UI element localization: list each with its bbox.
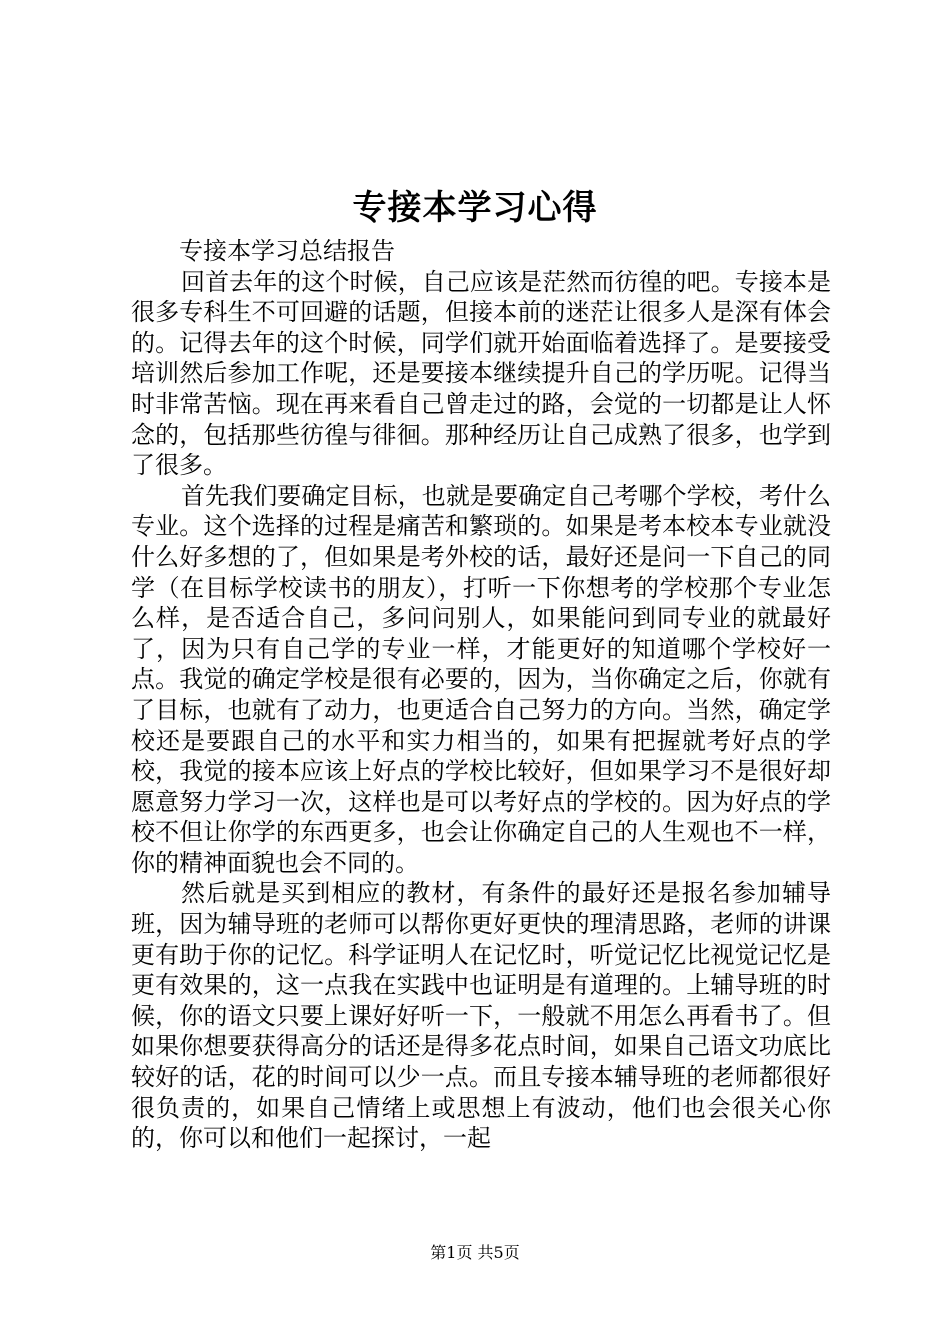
document-title: 专接本学习心得 xyxy=(352,188,598,228)
page-number-footer: 第1页 共5页 xyxy=(430,1243,520,1262)
document-body xyxy=(131,236,831,1154)
paragraph-2: 首先我们要确定目标，也就是要确定自己考哪个学校，考什么专业。这个选择的过程是痛苦和繁琐的。如果是考本校本专业就没什么好多想的了，但如果是考外校的话，最好还是问一下自己的同学（在目标学校读书的朋友），打听一下你想考的学校那个专业怎么样，是否适合自己，多问问别人，如果能问到同专业的就最好了，因为只有自己学的专业一样，才能更好的知道哪个学校好一点。我觉的确定学校是很有必要的，因为，当你确定之后，你就有了目标，也就有了动力，也更适合自己努力的方向。当然，确定学校还是要跟自己的水平和实力相当的，如果有把握就考好点的学校，我觉的接本应该上好点的学校比较好，但如果学习不是很好却愿意努力学习一次，这样也是可以考好点的学校的。因为好点的学校不但让你学的东西更多，也会让你确定自己的人生观也不一样，你的精神面貌也会不同的。 xyxy=(131,481,831,877)
paragraph-1: 回首去年的这个时候，自己应该是茫然而彷徨的吧。专接本是很多专科生不可回避的话题，但接本前的迷茫让很多人是深有体会的。记得去年的这个时候，同学们就开始面临着选择了。是要接受培训然后参加工作呢，还是要接本继续提升自己的学历呢。记得当时非常苦恼。现在再来看自己曾走过的路，会觉的一切都是让人怀念的，包括那些彷徨与徘徊。那种经历让自己成熟了很多，也学到了很多。 xyxy=(131,267,831,480)
paragraph-3: 然后就是买到相应的教材，有条件的最好还是报名参加辅导班，因为辅导班的老师可以帮你更好更快的理清思路，老师的讲课更有助于你的记忆。科学证明人在记忆时，听觉记忆比视觉记忆是更有效果的，这一点我在实践中也证明是有道理的。上辅导班的时候，你的语文只要上课好好听一下，一般就不用怎么再看书了。但如果你想要获得高分的话还是得多花点时间，如果自己语文功底比较好的话，花的时间可以少一点。而且专接本辅导班的老师都很好很负责的，如果自己情绪上或思想上有波动，他们也会很关心你的，你可以和他们一起探讨，一起 xyxy=(131,879,831,1153)
document-subtitle: 专接本学习总结报告 xyxy=(179,237,395,265)
